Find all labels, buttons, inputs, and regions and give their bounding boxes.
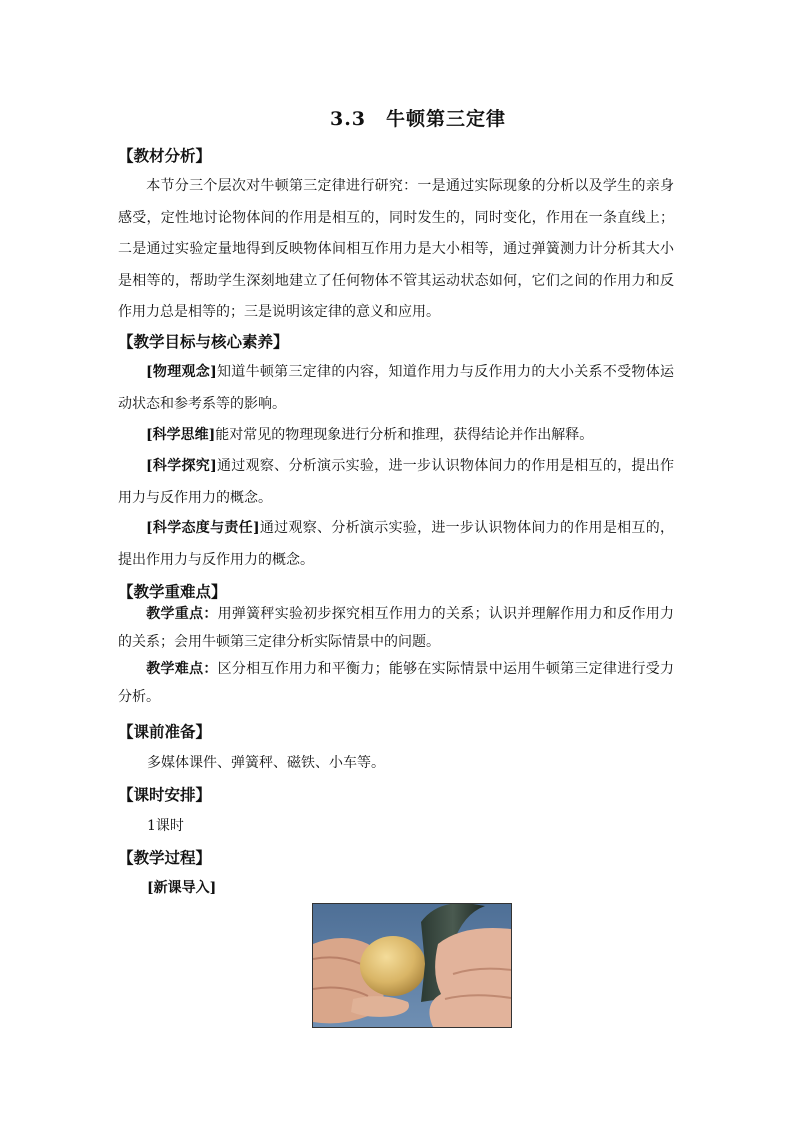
- goal-text: 知道牛顿第三定律的内容，知道作用力与反作用力的大小关系不受物体运动状态和参考系等的影响。: [118, 364, 674, 412]
- analysis-paragraph: [118, 171, 674, 329]
- goal-scientific-inquiry: [118, 451, 674, 514]
- goal-text: 通过观察、分析演示实验，进一步认识物体间力的作用是相互的，提出作用力与反作用力的概念。: [118, 520, 675, 568]
- difficult-point-text: 区分相互作用力和平衡力；能够在实际情景中运用牛顿第三定律进行受力分析。: [118, 661, 675, 705]
- new-lesson-intro-label: [新课导入]: [147, 880, 217, 896]
- schedule-text: 1课时: [147, 818, 184, 834]
- goal-physics-concept: [118, 357, 674, 420]
- heading-goals: 【教学目标与核心素养】: [118, 332, 289, 351]
- goal-label: [科学态度与责任]: [146, 520, 260, 536]
- goal-attitude-responsibility: [118, 513, 674, 576]
- difficult-point-label: 教学难点：: [146, 661, 218, 677]
- heading-keypoints: 【教学重难点】: [118, 582, 227, 601]
- heading-preparation: 【课前准备】: [118, 722, 212, 741]
- goal-label: [科学探究]: [146, 458, 217, 474]
- goal-label: [物理观念]: [146, 364, 217, 380]
- heading-schedule: 【课时安排】: [118, 785, 212, 804]
- goal-text: 能对常见的物理现象进行分析和推理，获得结论并作出解释。: [215, 427, 594, 443]
- goal-label: [科学思维]: [146, 427, 216, 443]
- analysis-text: 本节分三个层次对牛顿第三定律进行研究：一是通过实际现象的分析以及学生的亲身感受，定性地讨论物体间的作用是相互的，同时发生的，同时变化，作用在一条直线上；二是通过实验定量地得到反映物体间相互作用力是大小相等，通过弹簧测力计分析其大小是相等的，帮助学生深刻地建立了任何物体不管其运动状态如何，它们之间的作用力和反作用力总是相等的；三是说明该定律的意义和应用。: [118, 178, 674, 320]
- heading-process: 【教学过程】: [118, 848, 212, 867]
- heading-analysis: 【教材分析】: [118, 146, 212, 165]
- preparation-text: 多媒体课件、弹簧秤、磁铁、小车等。: [147, 755, 385, 771]
- goal-scientific-thinking: [118, 420, 674, 452]
- key-point-label: 教学重点：: [146, 606, 218, 622]
- egg-collision-photo: [312, 903, 512, 1028]
- page-title: 3.3 牛顿第三定律: [329, 108, 507, 130]
- key-point-text: 用弹簧秤实验初步探究相互作用力的关系；认识并理解作用力和反作用力的关系；会用牛顿第三定律分析实际情景中的问题。: [118, 606, 675, 650]
- egg-photo-illustration: [313, 904, 511, 1027]
- goal-text: 通过观察、分析演示实验，进一步认识物体间力的作用是相互的，提出作用力与反作用力的概念。: [118, 458, 674, 506]
- difficult-point: [118, 655, 674, 711]
- key-point: [118, 600, 674, 656]
